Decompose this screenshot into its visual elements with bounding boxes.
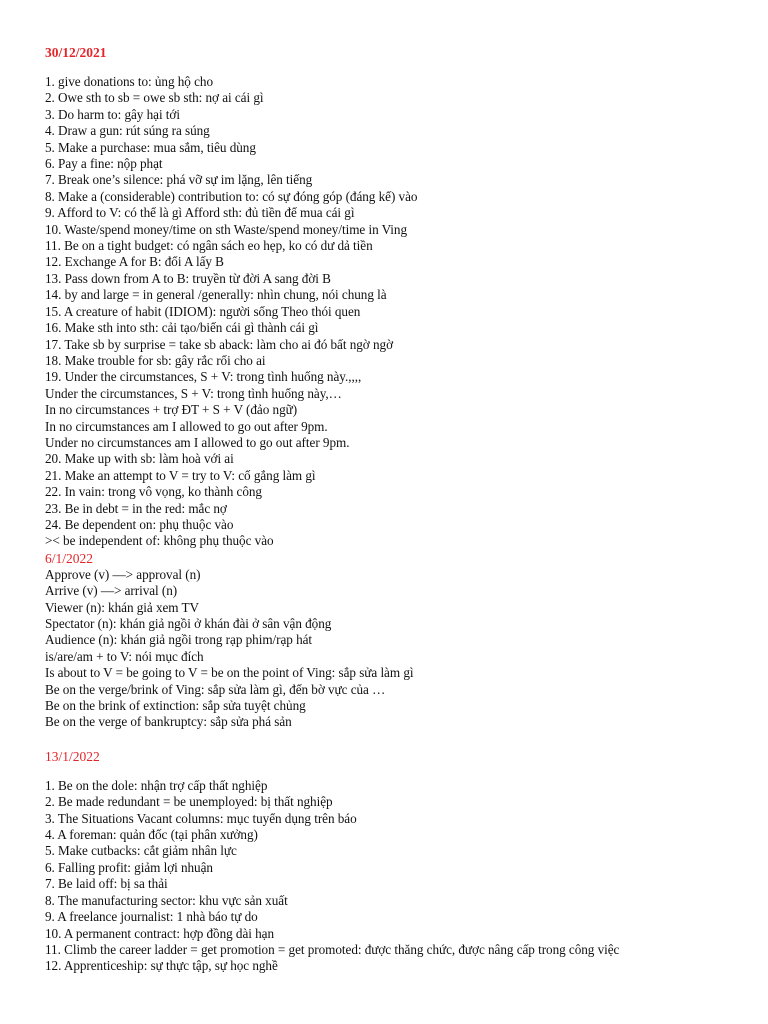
list-item: 9. Afford to V: có thể là gì Afford sth: đủ tiền để mua cái gì: [45, 205, 355, 221]
list-item: Be on the brink of extinction: sắp sửa tuyệt chủng: [45, 698, 306, 714]
list-item: In no circumstances + trợ ĐT + S + V (đảo ngữ): [45, 402, 298, 418]
list-item: 23. Be in debt = in the red: mắc nợ: [45, 500, 227, 516]
list-item: 15. A creature of habit (IDIOM): người sống Theo thói quen: [45, 303, 361, 319]
list-item: 8. Make a (considerable) contribution to: có sự đóng góp (đáng kể) vào: [45, 188, 418, 204]
list-item: Spectator (n): khán giả ngồi ở khán đài ở sân vận động: [45, 616, 332, 631]
list-item: 19. Under the circumstances, S + V: trong tình huống này.,,,,: [45, 369, 362, 385]
list-item: Under no circumstances am I allowed to go out after 9pm.: [45, 434, 350, 450]
list-item: 7. Break one’s silence: phá vỡ sự im lặng, lên tiếng: [45, 172, 313, 188]
list-item: 11. Climb the career ladder = get promotion = get promoted: được thăng chức, được nâng cấp trong công việc: [45, 941, 620, 957]
list-item: 22. In vain: trong vô vọng, ko thành công: [45, 484, 262, 500]
vocab-list-section-3: [45, 778, 745, 975]
list-item: Viewer (n): khán giả xem TV: [45, 599, 199, 615]
list-item: 7. Be laid off: bị sa thải: [45, 876, 168, 892]
list-item: Is about to V = be going to V = be on the point of Ving: sắp sửa làm gì: [45, 665, 414, 681]
list-item: Approve (v) —> approval (n): [45, 566, 201, 582]
list-item: 10. Waste/spend money/time on sth Waste/spend money/time in Ving: [45, 221, 407, 237]
list-item: 8. The manufacturing sector: khu vực sản xuất: [45, 892, 288, 908]
list-item: 3. Do harm to: gây hại tới: [45, 106, 180, 122]
list-item: 21. Make an attempt to V = try to V: cố gắng làm gì: [45, 467, 316, 483]
list-item: is/are/am + to V: nói mục đích: [45, 648, 204, 664]
list-item: 5. Make a purchase: mua sắm, tiêu dùng: [45, 139, 256, 155]
list-item: 10. A permanent contract: hợp đồng dài hạn: [45, 925, 275, 941]
list-item: 1. Be on the dole: nhận trợ cấp thất nghiệp: [45, 777, 268, 793]
list-item: In no circumstances am I allowed to go out after 9pm.: [45, 418, 328, 434]
section-date-heading: 6/1/2022: [45, 550, 94, 566]
section-date-heading: 30/12/2021: [45, 45, 107, 60]
list-item: 6. Falling profit: giảm lợi nhuận: [45, 859, 213, 875]
document-page: [45, 44, 745, 975]
list-item: Under the circumstances, S + V: trong tình huống này,…: [45, 385, 342, 401]
list-item: Audience (n): khán giả ngồi trong rạp phim/rạp hát: [45, 632, 313, 648]
list-item: 16. Make sth into sth: cải tạo/biến cái gì thành cái gì: [45, 320, 319, 336]
list-item: 24. Be dependent on: phụ thuộc vào: [45, 516, 234, 532]
list-item: 6. Pay a fine: nộp phạt: [45, 156, 163, 172]
list-item: 13. Pass down from A to B: truyền từ đời A sang đời B: [45, 270, 331, 286]
list-item: 12. Exchange A for B: đổi A lấy B: [45, 254, 224, 270]
list-item: 3. The Situations Vacant columns: mục tuyển dụng trên báo: [45, 810, 357, 826]
vocab-list-section-1: [45, 74, 745, 550]
list-item: 11. Be on a tight budget: có ngân sách eo hẹp, ko có dư dả tiền: [45, 238, 373, 254]
list-item: 4. Draw a gun: rút súng ra súng: [45, 123, 210, 139]
list-item: Be on the verge of bankruptcy: sắp sửa phá sản: [45, 714, 292, 730]
list-item: Be on the verge/brink of Ving: sắp sửa làm gì, đến bờ vực của …: [45, 681, 386, 697]
list-item: 9. A freelance journalist: 1 nhà báo tự do: [45, 909, 258, 925]
list-item: 2. Be made redundant = be unemployed: bị thất nghiệp: [45, 794, 333, 810]
list-item: 14. by and large = in general /generally: nhìn chung, nói chung là: [45, 287, 387, 303]
list-item: 17. Take sb by surprise = take sb aback: làm cho ai đó bất ngờ ngờ: [45, 336, 393, 352]
list-item: 12. Apprenticeship: sự thực tập, sự học nghề: [45, 958, 278, 974]
section-date-heading: 13/1/2022: [45, 748, 100, 764]
list-item: >< be independent of: không phụ thuộc vào: [45, 533, 274, 549]
list-item: Arrive (v) —> arrival (n): [45, 583, 178, 599]
list-item: 20. Make up with sb: làm hoà với ai: [45, 451, 234, 467]
list-item: 5. Make cutbacks: cắt giảm nhân lực: [45, 843, 237, 859]
list-item: 18. Make trouble for sb: gây rắc rối cho ai: [45, 352, 266, 368]
vocab-list-section-2: [45, 567, 745, 731]
list-item: 2. Owe sth to sb = owe sb sth: nợ ai cái gì: [45, 90, 264, 106]
list-item: 1. give donations to: ủng hộ cho: [45, 74, 213, 89]
list-item: 4. A foreman: quản đốc (tại phân xưởng): [45, 827, 258, 843]
